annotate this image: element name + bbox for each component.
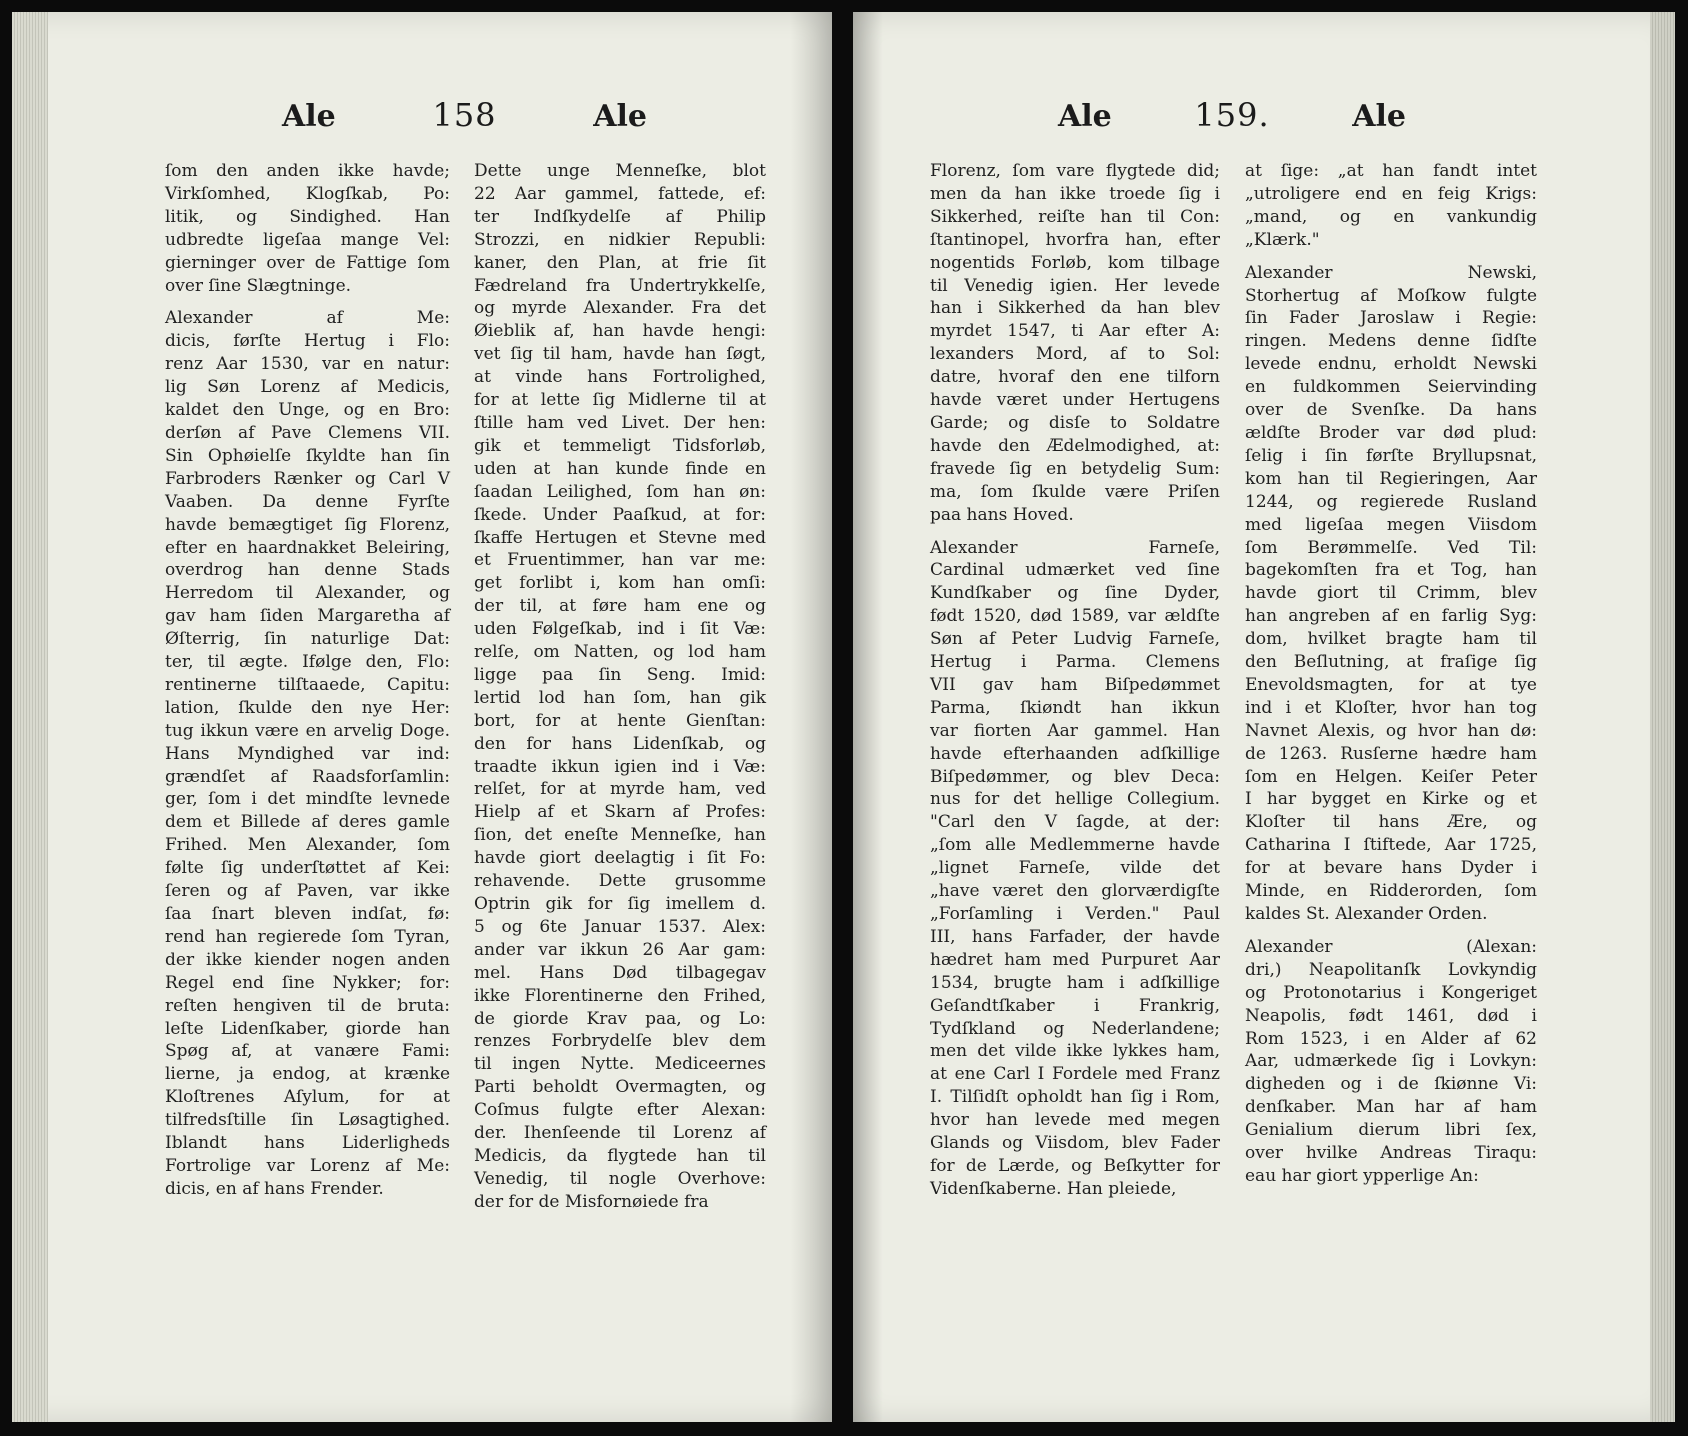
text-line: Fortrolige var Lorenz af Me: bbox=[165, 1155, 450, 1176]
text-line: ſaadan Leilighed, ſom han øn: bbox=[474, 481, 766, 502]
text-line: „Forſamling i Verden." Paul bbox=[930, 904, 1220, 924]
text-line: tug ikkun være en arvelig Doge. bbox=[165, 720, 450, 741]
text-line: Hertug i Parma. Clemens bbox=[930, 652, 1220, 673]
text-line: I har bygget en Kirke og et bbox=[1245, 789, 1537, 810]
left-running-header bbox=[282, 96, 647, 146]
text-line: Coſmus fulgte efter Alexan: bbox=[474, 1100, 766, 1121]
text-line: reſten hengiven til de bruta: bbox=[165, 995, 450, 1016]
text-line: Øſterrig, ſin naturlige Dat: bbox=[165, 629, 450, 650]
right-header-catchword-right: Ale bbox=[1352, 99, 1406, 134]
text-line: havde giort til Crimm, blev bbox=[1245, 583, 1537, 604]
text-line: derſøn af Pave Clemens VII. bbox=[165, 422, 450, 443]
text-line: ikke Florentinerne den Frihed, bbox=[474, 985, 766, 1006]
text-line: men da han ikke troede ſig i bbox=[930, 183, 1220, 204]
text-line: Navnet Alexis, og hvor han dø: bbox=[1245, 720, 1537, 741]
text-line: dicis, en af hans Frender. bbox=[165, 1178, 384, 1199]
text-line: Søn af Peter Ludvig Farneſe, bbox=[930, 629, 1220, 650]
text-line: get forlibt i, kom han omſi: bbox=[474, 573, 766, 594]
text-line: Florenz, ſom vare flygtede did; bbox=[930, 161, 1220, 181]
text-line: Medicis, da flygtede han til bbox=[474, 1145, 766, 1166]
text-line: gierninger over de Fattige ſom bbox=[165, 252, 450, 273]
text-line: leſte Lidenſkaber, giorde han bbox=[165, 1018, 450, 1039]
left-header-catchword-right: Ale bbox=[593, 99, 647, 134]
text-line: VII gav ham Biſpedømmet bbox=[930, 674, 1220, 695]
text-line: ind i et Kloſter, hvor han tog bbox=[1245, 697, 1537, 718]
text-line: ſkaffe Hertugen et Stevne med bbox=[474, 527, 766, 548]
text-line: hvor han levede med megen bbox=[930, 1110, 1220, 1131]
text-line: kaldes St. Alexander Orden. bbox=[1245, 904, 1488, 924]
text-line: ſeren og af Paven, var ikke bbox=[165, 881, 450, 902]
text-line: over de Svenſke. Da hans bbox=[1245, 400, 1537, 421]
text-line: Hielp af et Skarn af Profes: bbox=[474, 802, 766, 823]
text-line: ſom den anden ikke havde; bbox=[165, 161, 450, 181]
text-line: følte ſig underſtøttet af Kei: bbox=[165, 858, 450, 879]
text-line: fravede ſig en betydelig Sum: bbox=[930, 458, 1220, 479]
text-line: Aar, udmærkede ſig i Lovkyn: bbox=[1245, 1051, 1537, 1072]
text-line: rehavende. Dette grusomme bbox=[474, 871, 766, 892]
text-line: ter Indſkydelſe af Philip bbox=[474, 206, 766, 227]
left-page-number: 158 bbox=[432, 96, 497, 134]
text-line: „Klærk." bbox=[1245, 229, 1320, 250]
entry-headword-line: Alexander af Me: bbox=[165, 308, 450, 329]
text-line: Dette unge Menneſke, blot bbox=[474, 161, 766, 181]
text-line: ſkede. Under Paaſkud, at for: bbox=[474, 504, 766, 525]
text-line: III, hans Farfader, der havde bbox=[930, 926, 1220, 947]
text-line: til ingen Nytte. Mediceernes bbox=[474, 1054, 766, 1075]
text-line: Cardinal udmærket ved ſine bbox=[930, 560, 1220, 581]
text-line: han i Sikkerhed da han blev bbox=[930, 298, 1220, 319]
text-line: Sikkerhed, reiſte han til Con: bbox=[930, 206, 1220, 227]
text-line: Fædreland fra Undertrykkelſe, bbox=[474, 275, 766, 296]
text-line: og myrde Alexander. Fra det bbox=[474, 298, 766, 319]
text-line: Geſandtſkaber i Frankrig, bbox=[930, 995, 1220, 1016]
text-line: havde giort deelagtig i ſit Fo: bbox=[474, 848, 766, 869]
text-line: Glands og Viisdom, blev Fader bbox=[930, 1133, 1220, 1154]
text-line: at vinde hans Fortrolighed, bbox=[474, 367, 766, 388]
text-line: grændſet af Raadsforſamlin: bbox=[165, 766, 450, 787]
text-line: „have været den glorværdigſte bbox=[930, 881, 1220, 902]
entry-headword-line: Alexander (Alexan: bbox=[1245, 936, 1537, 957]
text-line: tilfredsſtille ſin Løsagtighed. bbox=[165, 1110, 450, 1131]
text-line: gik et temmeligt Tidsforløb, bbox=[474, 435, 766, 456]
text-line: de giorde Krav paa, og Lo: bbox=[474, 1008, 766, 1029]
text-line: Spøg af, at vanære Fami: bbox=[165, 1041, 450, 1062]
text-line: de 1263. Rusſerne hædre ham bbox=[1245, 743, 1537, 764]
text-line: dicis, førſte Hertug i Flo: bbox=[165, 331, 450, 352]
text-line: der ikke kiender nogen anden bbox=[165, 949, 450, 970]
text-line: Garde; og disſe to Soldatre bbox=[930, 412, 1220, 433]
text-line: havde efterhaanden adſkillige bbox=[930, 743, 1220, 764]
text-line: den for hans Lidenſkab, og bbox=[474, 733, 766, 754]
text-line: lertid lod han ſom, han gik bbox=[474, 687, 766, 708]
text-line: „utroligere end en feig Krigs: bbox=[1245, 183, 1537, 204]
text-line: havde den Ædelmodighed, at: bbox=[930, 435, 1220, 456]
text-line: „mand, og en vankundig bbox=[1245, 206, 1537, 227]
text-line: I. Tilſidſt opholdt han ſig i Rom, bbox=[930, 1087, 1220, 1108]
gutter-shadow-right bbox=[853, 12, 883, 1422]
text-line: 1534, brugte ham i adſkillige bbox=[930, 972, 1220, 993]
text-line: ſin Fader Jaroslaw i Regie: bbox=[1245, 308, 1537, 329]
text-line: ſom Berømmelſe. Ved Til: bbox=[1245, 537, 1537, 558]
text-line: bort, for at hente Gienſtan: bbox=[474, 710, 766, 731]
text-line: Parti beholdt Overmagten, og bbox=[474, 1077, 766, 1098]
text-line: „lignet Farneſe, vilde det bbox=[930, 858, 1220, 879]
text-line: rentinerne tilſtaaede, Capitu: bbox=[165, 674, 450, 695]
page-edges-left bbox=[12, 12, 48, 1422]
text-line: Strozzi, en nidkier Republi: bbox=[474, 229, 766, 250]
text-line: denſkaber. Man har af ham bbox=[1245, 1097, 1537, 1118]
text-line: for de Lærde, og Beſkytter for bbox=[930, 1155, 1220, 1176]
text-line: med ligeſaa megen Viisdom bbox=[1245, 514, 1537, 535]
text-line: Enevoldsmagten, for at tye bbox=[1245, 674, 1537, 695]
text-line: dri,) Neapolitanſk Lovkyndig bbox=[1245, 959, 1537, 980]
text-line: mel. Hans Død tilbagegav bbox=[474, 962, 766, 983]
text-line: dom, hvilket bragte ham til bbox=[1245, 629, 1537, 650]
text-line: ligge paa ſin Seng. Imid: bbox=[474, 664, 766, 685]
text-line: kom han til Regieringen, Aar bbox=[1245, 468, 1537, 489]
text-line: ſom en Helgen. Keiſer Peter bbox=[1245, 766, 1537, 787]
text-line: dem et Billede af deres gamle bbox=[165, 812, 450, 833]
text-line: gav ham ſiden Margaretha af bbox=[165, 606, 450, 627]
text-line: lig Søn Lorenz af Medicis, bbox=[165, 377, 450, 398]
text-line: lation, ſkulde den nye Her: bbox=[165, 697, 450, 718]
right-page-column-2 bbox=[1245, 160, 1537, 1188]
text-line: Rom 1523, i en Alder af 62 bbox=[1245, 1028, 1537, 1049]
right-header-catchword-left: Ale bbox=[1058, 99, 1112, 134]
text-line: Hans Myndighed var ind: bbox=[165, 743, 450, 764]
text-line: Kloſter til hans Ære, og bbox=[1245, 812, 1537, 833]
text-line: ander var ikkun 26 Aar gam: bbox=[474, 939, 766, 960]
text-line: og Protonotarius i Kongeriget bbox=[1245, 982, 1537, 1003]
text-line: hædret ham med Purpuret Aar bbox=[930, 949, 1220, 970]
text-line: overdrog han denne Stads bbox=[165, 560, 450, 581]
text-line: havde været under Hertugens bbox=[930, 390, 1220, 411]
text-line: ſtille ham ved Livet. Der hen: bbox=[474, 412, 766, 433]
text-line: over ſine Slægtninge. bbox=[165, 275, 352, 296]
text-line: Farbroders Rænker og Carl V bbox=[165, 468, 450, 489]
text-line: kaner, den Plan, at frie ſit bbox=[474, 252, 766, 273]
text-line: Virkſomhed, Klogſkab, Po: bbox=[165, 183, 450, 204]
text-line: Biſpedømmer, og blev Deca: bbox=[930, 766, 1220, 787]
text-line: der. Ihenſeende til Lorenz af bbox=[474, 1123, 766, 1144]
text-line: "Carl den V ſagde, at der: bbox=[930, 812, 1220, 833]
text-line: kaldet den Unge, og en Bro: bbox=[165, 400, 450, 421]
left-header-catchword-left: Ale bbox=[282, 99, 336, 134]
text-line: renzes Forbrydelſe blev dem bbox=[474, 1031, 766, 1052]
text-line: Frihed. Men Alexander, ſom bbox=[165, 835, 450, 856]
text-line: Optrin gik for ſig imellem d. bbox=[474, 894, 766, 914]
text-line: ſion, det eneſte Menneſke, han bbox=[474, 825, 766, 846]
text-line: Kundſkaber og ſine Dyder, bbox=[930, 583, 1220, 604]
text-line: Genialium dierum libri ſex, bbox=[1245, 1120, 1537, 1141]
text-line: Minde, en Ridderorden, ſom bbox=[1245, 881, 1537, 902]
text-line: bagekomſten fra et Tog, han bbox=[1245, 560, 1537, 581]
text-line: for at bevare hans Dyder i bbox=[1245, 858, 1537, 879]
text-line: der til, at føre ham ene og bbox=[474, 596, 766, 617]
text-line: havde bemægtiget ſig Florenz, bbox=[165, 514, 450, 535]
text-line: datre, hvoraf den ene tilforn bbox=[930, 367, 1220, 388]
text-line: relſet, for at myrde ham, ved bbox=[474, 779, 766, 800]
text-line: Storhertug af Moſkow fulgte bbox=[1245, 285, 1537, 306]
text-line: ma, ſom ſkulde være Priſen bbox=[930, 481, 1220, 502]
right-page-column-1 bbox=[930, 160, 1220, 1201]
text-line: Neapolis, født 1461, død i bbox=[1245, 1005, 1537, 1026]
text-line: Videnſkaberne. Han pleiede, bbox=[930, 1178, 1177, 1199]
text-line: Tydſkland og Nederlandene; bbox=[930, 1018, 1220, 1039]
text-line: ringen. Medens denne ſidſte bbox=[1245, 331, 1537, 352]
entry-headword-line: Alexander Farneſe, bbox=[930, 537, 1220, 558]
text-line: relſe, om Natten, og lod ham bbox=[474, 642, 766, 663]
text-line: 1244, og regierede Rusland bbox=[1245, 491, 1537, 512]
text-line: ſelig i ſin førſte Bryllupsnat, bbox=[1245, 445, 1537, 466]
text-line: for at lette ſig Midlerne til at bbox=[474, 390, 766, 411]
text-line: at ene Carl I Fordele med Franz bbox=[930, 1064, 1220, 1085]
text-line: uden Følgeſkab, ind i ſit Væ: bbox=[474, 619, 766, 640]
text-line: Venedig, til nogle Overhove: bbox=[474, 1168, 766, 1189]
text-line: den Beſlutning, at fraſige ſig bbox=[1245, 652, 1537, 673]
text-line: Vaaben. Da denne Fyrſte bbox=[165, 491, 450, 512]
text-line: til Venedig igien. Her levede bbox=[930, 275, 1220, 296]
text-line: vet ſig til ham, havde han ſøgt, bbox=[474, 344, 766, 365]
text-line: digheden og i de ſkiønne Vi: bbox=[1245, 1074, 1537, 1095]
text-line: ſtantinopel, hvorfra han, efter bbox=[930, 229, 1220, 250]
text-line: han angreben af en farlig Syg: bbox=[1245, 606, 1537, 627]
text-line: nogentids Forløb, kom tilbage bbox=[930, 252, 1220, 273]
text-line: en fuldkommen Seiervinding bbox=[1245, 377, 1537, 398]
text-line: „ſom alle Medlemmerne havde bbox=[930, 835, 1220, 856]
text-line: 5 og 6te Januar 1537. Alex: bbox=[474, 916, 766, 937]
text-line: efter en haardnakket Beleiring, bbox=[165, 537, 450, 558]
text-line: Catharina I ſtiftede, Aar 1725, bbox=[1245, 835, 1537, 856]
text-line: ældſte Broder var død plud: bbox=[1245, 422, 1537, 443]
text-line: ger, ſom i det mindſte levnede bbox=[165, 789, 450, 810]
text-line: over hvilke Andreas Tiraqu: bbox=[1245, 1143, 1537, 1164]
text-line: lexanders Mord, af to Sol: bbox=[930, 344, 1220, 365]
text-line: et Fruentimmer, han var me: bbox=[474, 550, 766, 571]
text-line: Parma, ſkiøndt han ikkun bbox=[930, 697, 1220, 718]
text-line: at ſige: „at han fandt intet bbox=[1245, 161, 1537, 181]
text-line: Kloſtrenes Aſylum, for at bbox=[165, 1087, 450, 1108]
text-line: renz Aar 1530, var en natur: bbox=[165, 354, 450, 375]
text-line: Sin Ophøielſe ſkyldte han ſin bbox=[165, 445, 450, 466]
text-line: litik, og Sindighed. Han bbox=[165, 206, 450, 227]
text-line: uden at han kunde finde en bbox=[474, 458, 766, 479]
right-page-number: 159. bbox=[1194, 96, 1270, 134]
text-line: der for de Misfornøiede fra bbox=[474, 1191, 709, 1212]
right-running-header bbox=[1058, 96, 1406, 146]
text-line: lierne, ja endog, at krænke bbox=[165, 1064, 450, 1085]
text-line: Øieblik af, han havde hengi: bbox=[474, 321, 766, 342]
text-line: traadte ikkun igien ind i Væ: bbox=[474, 756, 766, 777]
text-line: 22 Aar gammel, fattede, ef: bbox=[474, 183, 766, 204]
gutter-shadow-left bbox=[790, 12, 832, 1422]
text-line: rend han regierede ſom Tyran, bbox=[165, 926, 450, 947]
text-line: Herredom til Alexander, og bbox=[165, 583, 450, 604]
text-line: ſaa ſnart bleven indſat, fø: bbox=[165, 904, 450, 924]
text-line: men det vilde ikke lykkes ham, bbox=[930, 1041, 1220, 1062]
entry-headword-line: Alexander Newski, bbox=[1245, 262, 1537, 283]
text-line: levede endnu, erholdt Newski bbox=[1245, 354, 1537, 375]
text-line: paa hans Hoved. bbox=[930, 504, 1074, 525]
text-line: Regel end ſine Nykker; for: bbox=[165, 972, 450, 993]
page-edges-right bbox=[1650, 12, 1675, 1422]
left-page-column-2 bbox=[474, 160, 766, 1214]
text-line: var fiorten Aar gammel. Han bbox=[930, 720, 1220, 741]
text-line: myrdet 1547, ti Aar efter A: bbox=[930, 321, 1220, 342]
text-line: eau har giort ypperlige An: bbox=[1245, 1165, 1479, 1186]
text-line: ter, til ægte. Ifølge den, Flo: bbox=[165, 652, 450, 673]
text-line: udbredte ligeſaa mange Vel: bbox=[165, 229, 450, 250]
text-line: Iblandt hans Liderligheds bbox=[165, 1133, 450, 1154]
text-line: nus for det hellige Collegium. bbox=[930, 789, 1220, 810]
text-line: født 1520, død 1589, var ældſte bbox=[930, 606, 1220, 627]
left-page-column-1 bbox=[165, 160, 450, 1201]
